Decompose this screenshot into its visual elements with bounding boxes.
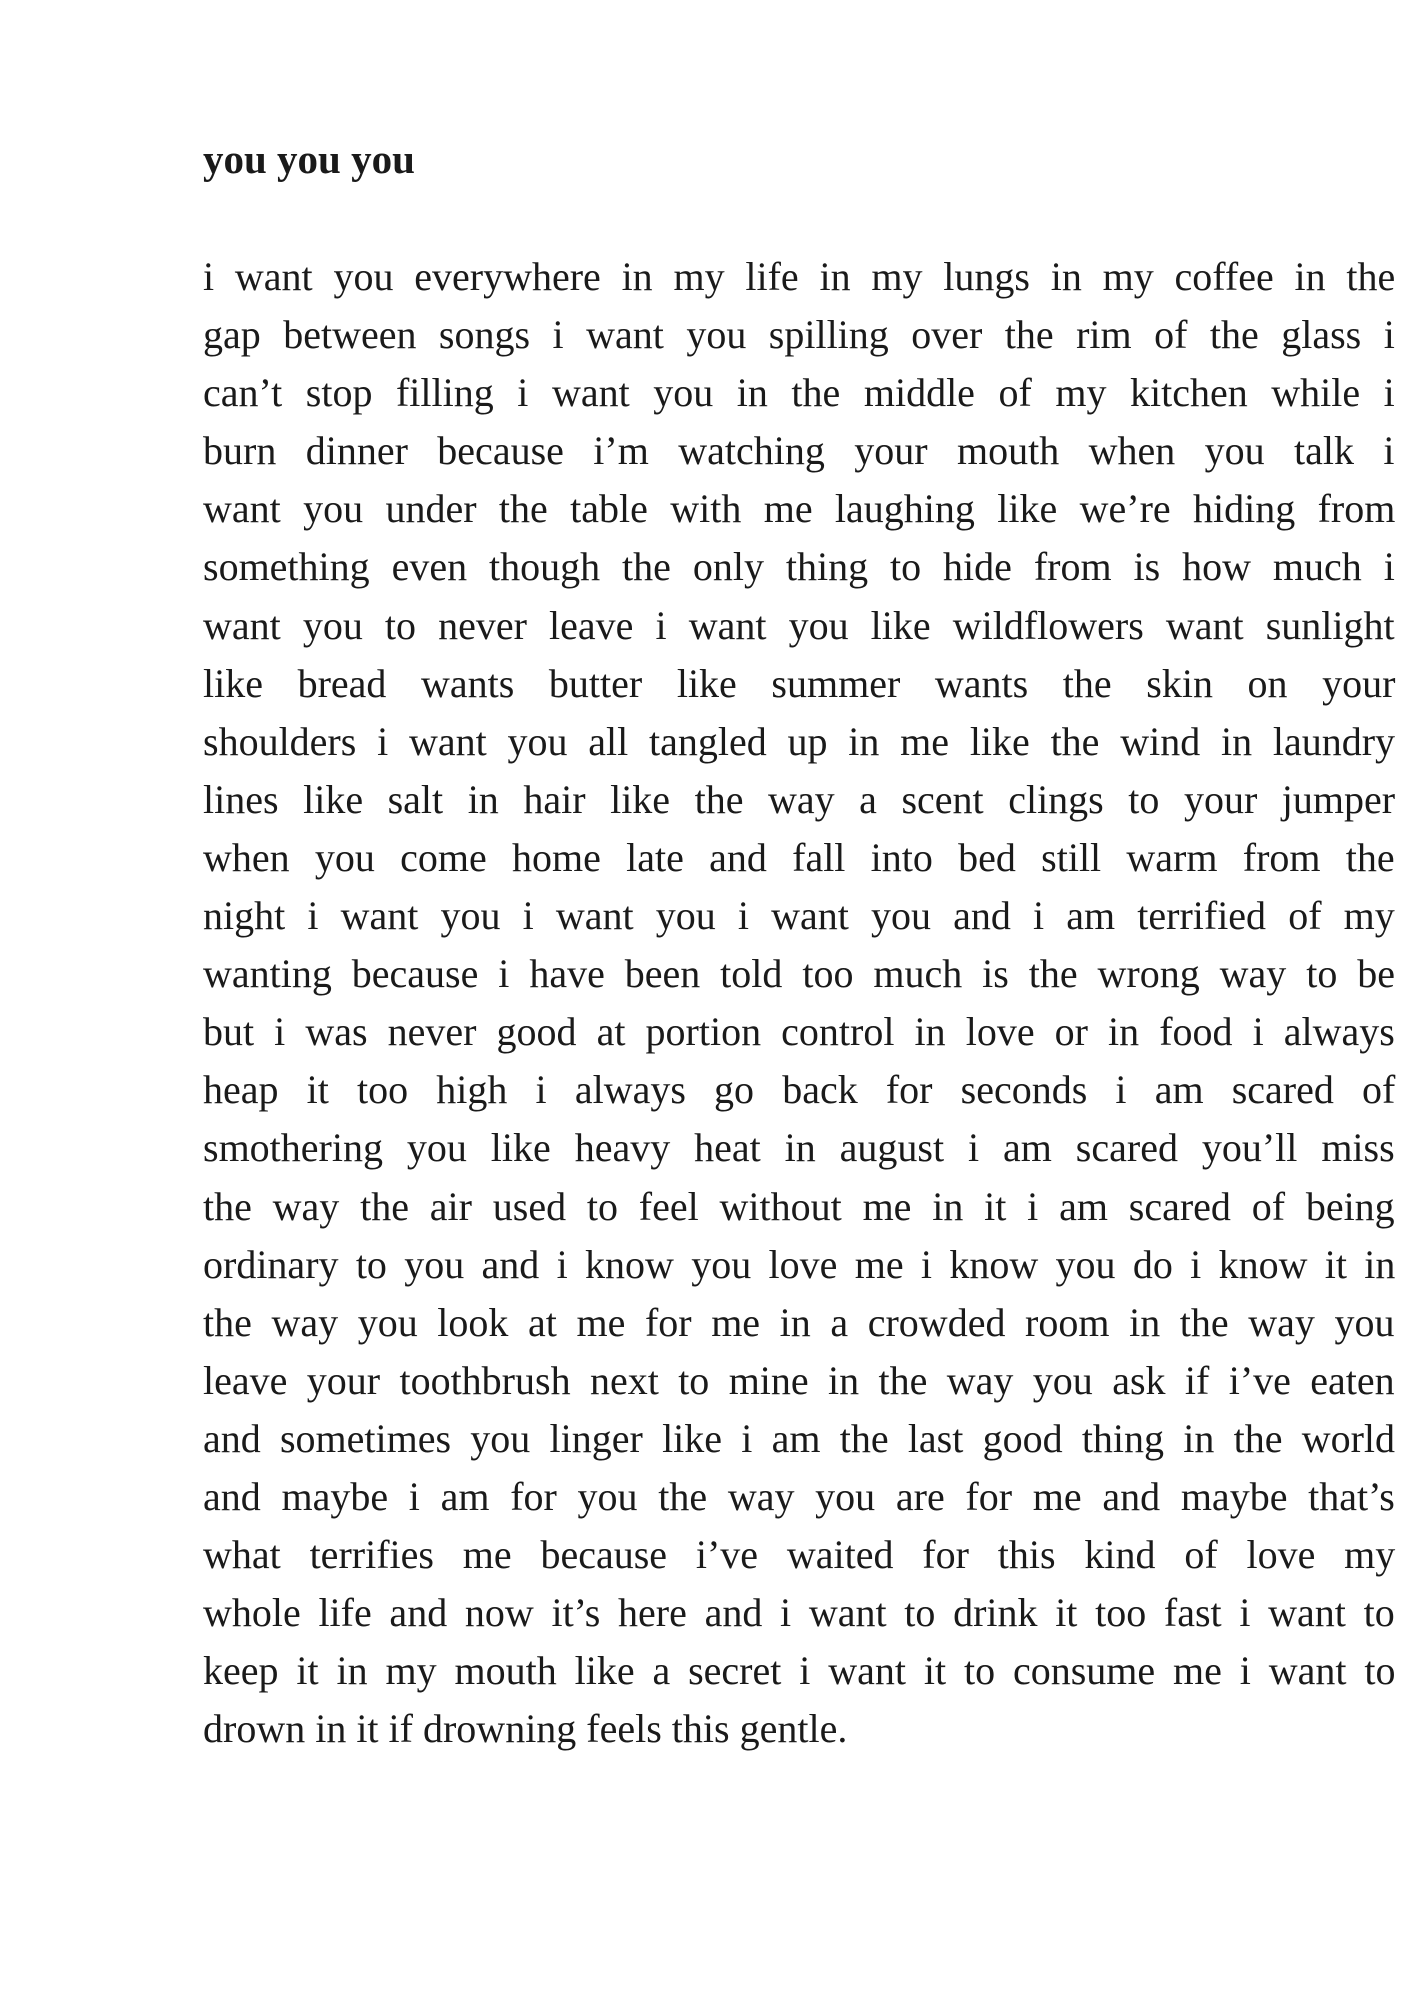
poem-line: when you come home late and fall into bed still warm from the <box>203 834 1395 880</box>
poem-line: ordinary to you and i know you love me i know you do i know it in <box>203 1241 1396 1287</box>
poem-line: smothering you like heavy heat in august i am scared you’ll miss <box>203 1125 1395 1171</box>
poem-body <box>203 248 1395 1758</box>
poem-line: what terrifies me because i’ve waited for this kind of love my <box>203 1532 1396 1578</box>
poem-line: can’t stop filling i want you in the middle of my kitchen while i <box>203 370 1395 416</box>
poem-line: drown in it if drowning feels this gentle. <box>203 1706 848 1752</box>
poem-line: something even though the only thing to hide from is how much i <box>203 544 1395 590</box>
poem-line: night i want you i want you i want you and i am terrified of my <box>203 893 1395 939</box>
poem-line: heap it too high i always go back for seconds i am scared of <box>203 1067 1396 1113</box>
poem-line: wanting because i have been told too much is the wrong way to be <box>203 951 1396 997</box>
poem-line: like bread wants butter like summer wants the skin on your <box>203 660 1396 706</box>
poem-line: leave your toothbrush next to mine in the way you ask if i’ve eaten <box>203 1357 1395 1403</box>
poem-line: the way the air used to feel without me in it i am scared of being <box>203 1183 1395 1229</box>
poem-line: shoulders i want you all tangled up in me like the wind in laundry <box>203 718 1396 764</box>
poem-line: gap between songs i want you spilling over the rim of the glass i <box>203 312 1395 358</box>
poem-line: burn dinner because i’m watching your mouth when you talk i <box>203 428 1395 474</box>
poem-line: and sometimes you linger like i am the last good thing in the world <box>203 1415 1396 1461</box>
poem-line: keep it in my mouth like a secret i want it to consume me i want to <box>203 1648 1396 1694</box>
poem-line: lines like salt in hair like the way a scent clings to your jumper <box>203 776 1396 822</box>
poem-line: i want you everywhere in my life in my lungs in my coffee in the <box>203 254 1396 299</box>
poem-line: whole life and now it’s here and i want to drink it too fast i want to <box>203 1590 1395 1636</box>
poem-title: you you you <box>203 136 415 182</box>
poem-line: the way you look at me for me in a crowded room in the way you <box>203 1299 1395 1345</box>
poem-line: want you to never leave i want you like wildflowers want sunlight <box>203 602 1395 648</box>
poem-line: want you under the table with me laughing like we’re hiding from <box>203 486 1396 532</box>
poem-line: and maybe i am for you the way you are for me and maybe that’s <box>203 1473 1395 1519</box>
poem-line: but i was never good at portion control in love or in food i always <box>203 1009 1395 1055</box>
